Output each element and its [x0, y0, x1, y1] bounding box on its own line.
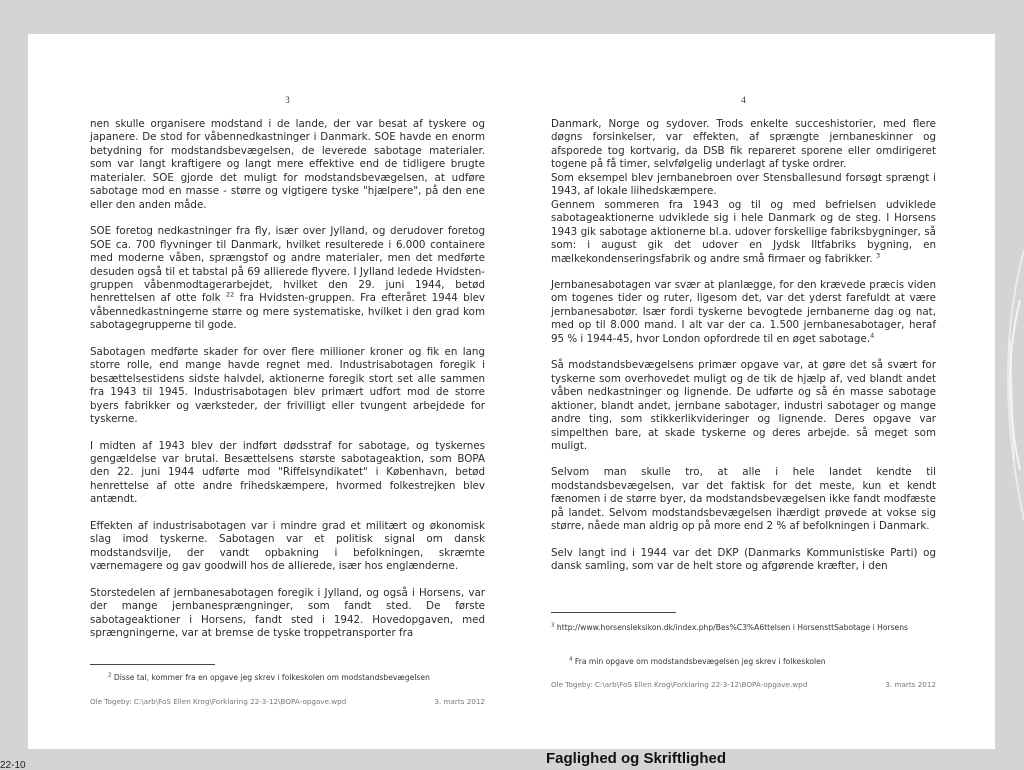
scanned-document-spread — [28, 34, 995, 749]
paragraph: nen skulle organisere modstand i de lande, der var besat af tyskere og japanere. De stod for våbennedkastninger i Danmark. SOE havde en enorm betydning for modstandsbevægelsen, de leverede sabotage materialer. som var langt kraftigere og langt mere effektive end de tidligere brugte materialer. SOE gjorde det muligt for modstandsbevægelsen, at udføre sabotage mod en masse - større og vigtigere tyske "hjælpere", på den ene eller den anden måde. — [90, 118, 485, 211]
page-body — [551, 118, 936, 587]
footnote-text: Fra min opgave om modstandsbevægelsen jeg skrev i folkeskolen — [574, 657, 826, 666]
footnote-reference: 3 — [875, 251, 881, 260]
page-footer — [90, 697, 485, 706]
paragraph: Så modstandsbevægelsens primær opgave var, at gøre det så svært for tyskerne som overhovedet muligt og de tik de hjælp af, ved blandt andet våben nedkastninger og lignende. De udførte og så én masse sabotage aktioner, blandt andet, jernbane sabotager, industri sabotager og mange andre ting, som stikkerlikvideringer og lignende. Deres opgave var simpelthen bare, at skade tyskerne og deres arbejde. så meget som muligt. — [551, 359, 936, 452]
document-page-3 — [90, 34, 485, 749]
paragraph: I midten af 1943 blev der indført dødsstraf for sabotage, og tyskernes gengældelse var brutal. Besættelsens største sabotageaktion, som BOPA den 22. juni 1944 udførte mod "Riffelsyndikatet" i København, betød henrettelse af otte andre frihedskæmpere, hvormed folkestrejken blev antændt. — [90, 439, 485, 506]
footnote-text: http://www.horsensleksikon.dk/index.php/Bes%C3%A6ttelsen i HorsensttSabotage i Horsens — [556, 623, 908, 632]
paragraph — [551, 279, 936, 346]
paragraph-text: Gennem sommeren fra 1943 og til og med befrielsen udviklede sabotageaktionerne udviklede sig i hele Danmark og de steg. I Horsens 1943 gik sabotage aktionerne bl.a. udover forskellige fabriksbygninger, så som: i august gik det udover en Jydsk Iltfabriks bygning, en mælkekondenseringsfabrik og andre små firmaer og fabrikker. — [551, 198, 936, 265]
page-footer — [551, 680, 936, 689]
page-number: 3 — [285, 95, 290, 105]
paragraph-text: fra Hvidsten-gruppen. Fra efteråret 1944 blev våbennedkastningerne større og mere systematiske, hvilket i den grad kom sabotagegrupperne til gode. — [90, 292, 485, 332]
footnote-reference: 22 — [225, 291, 235, 300]
paragraph: Storstedelen af jernbanesabotagen foregik i Jylland, og også i Horsens, var der mange jernbanesprængninger, som fandt sted. De første sabotageaktioner i Horsens, fandt sted i 1942. Hovedopgaven, med sprængningerne, var at bremse de tyske troppetransporter fra — [90, 586, 485, 639]
slide-title: Faglighed og Skriftlighed — [546, 750, 726, 767]
footnote-divider — [90, 664, 215, 665]
paragraph: Selvom man skulle tro, at alle i hele landet kendte til modstandsbevægelsen, var det faktisk for det meste, kun et kendt fænomen i de større byer, da modstandsbevægelsen ikke fandt modfæste på landet. Selvom modstandsbevægelsen ihærdigt prøvede at vokse sig større, nåede man aldrig op på more end 2 % af befolkningen i Danmark. — [551, 466, 936, 533]
footnote-text: Disse tal, kommer fra en opgave jeg skrev i folkeskolen om modstandsbevægelsen — [113, 673, 430, 682]
paragraph: Selv langt ind i 1944 var det DKP (Danmarks Kommunistiske Parti) og dansk samling, som var de helt store og afgørende kræfter, i den — [551, 546, 936, 573]
footer-file-path: Ole Togeby: C:\arb\FoS Ellen Krog\Forklaring 22-3-12\BOPA-opgave.wpd — [551, 680, 808, 689]
page-body — [90, 118, 485, 653]
paragraph-text: Jernbanesabotagen var svær at planlægge, for den krævede præcis viden om togenes tider og ruter, ligesom det, var det yderst farefuldt at være jernbanesabotør. Især fordi tyskerne bevogtede jernbanerne dag og nat, med op til 8.000 mand. I alt var der ca. 1.500 jernbanesabotager, heraf 95 % i 1944-45, hvor London opfordrede til en øget sabotage. — [551, 278, 936, 345]
slide-date: 22-10 — [0, 760, 26, 770]
paragraph-text: SOE foretog nedkastninger fra fly, især over Jylland, og derudover foretog SOE ca. 700 flyvninger til Danmark, hvilket resulterede i 6.000 containere med moderne våben, sprængstof og andre materialer, men det medførte desuden også til et tabstal på 69 allierede flyvere. I Jylland ledede Hvidsten-gruppen våbenmodtagerarbejdet, hvilket den 29. juni 1944, betød henrettelsen af otte folk — [90, 225, 485, 305]
footnote-reference: 4 — [870, 331, 875, 340]
paragraph — [90, 225, 485, 333]
document-page-4 — [551, 34, 936, 749]
paragraph: Som eksempel blev jernbanebroen over Stensballesund forsøgt sprængt i 1943, af lokale liihedskæmpere. — [551, 171, 936, 198]
paragraph: Danmark, Norge og sydover. Trods enkelte succeshistorier, med flere døgns forsinkelser, var effekten, af sprængte jernbaneskinner og afsporede tog kortvarig, da DSB fik repareret sporene eller omdirigeret togene på få timer, selvfølgelig underlagt af tyske ordrer. — [551, 118, 936, 171]
footer-date: 3. marts 2012 — [885, 680, 936, 689]
paragraph — [551, 199, 936, 266]
page-number: 4 — [741, 95, 746, 105]
footnote-mark: 3 — [551, 622, 555, 629]
footer-date: 3. marts 2012 — [434, 697, 485, 706]
background-decoration — [990, 0, 1024, 768]
paragraph: Effekten af industrisabotagen var i mindre grad et militært og økonomisk slag imod tyskerne. Sabotagen var et politisk signal om dansk modstandsvilje, der vandt opbakning i befolkningen, skræmte værnemagere og gav goodwill hos de allierede, især hos englænderne. — [90, 519, 485, 573]
footnote-mark: 2 — [108, 672, 112, 679]
footnote — [569, 656, 939, 667]
footnote-mark: 4 — [569, 656, 573, 663]
footnote-divider — [551, 612, 676, 613]
footnote — [108, 672, 488, 683]
footer-file-path: Ole Togeby: C:\arb\FoS Ellen Krog\Forklaring 22-3-12\BOPA-opgave.wpd — [90, 697, 347, 706]
paragraph: Sabotagen medførte skader for over flere millioner kroner og fik en lang storre rolle, end mange havde regnet med. Industrisabotagen foregik i besættelsestidens sidste halvdel, aktionerne foregik stort set alle sammen fra 1943 til 1945. Industrisabotagen blev primært udfort mod de storre byers fabrikker og værksteder, der frivilligt eller tvungent arbejdede for tyskerne. — [90, 345, 485, 426]
footnote — [551, 622, 936, 633]
